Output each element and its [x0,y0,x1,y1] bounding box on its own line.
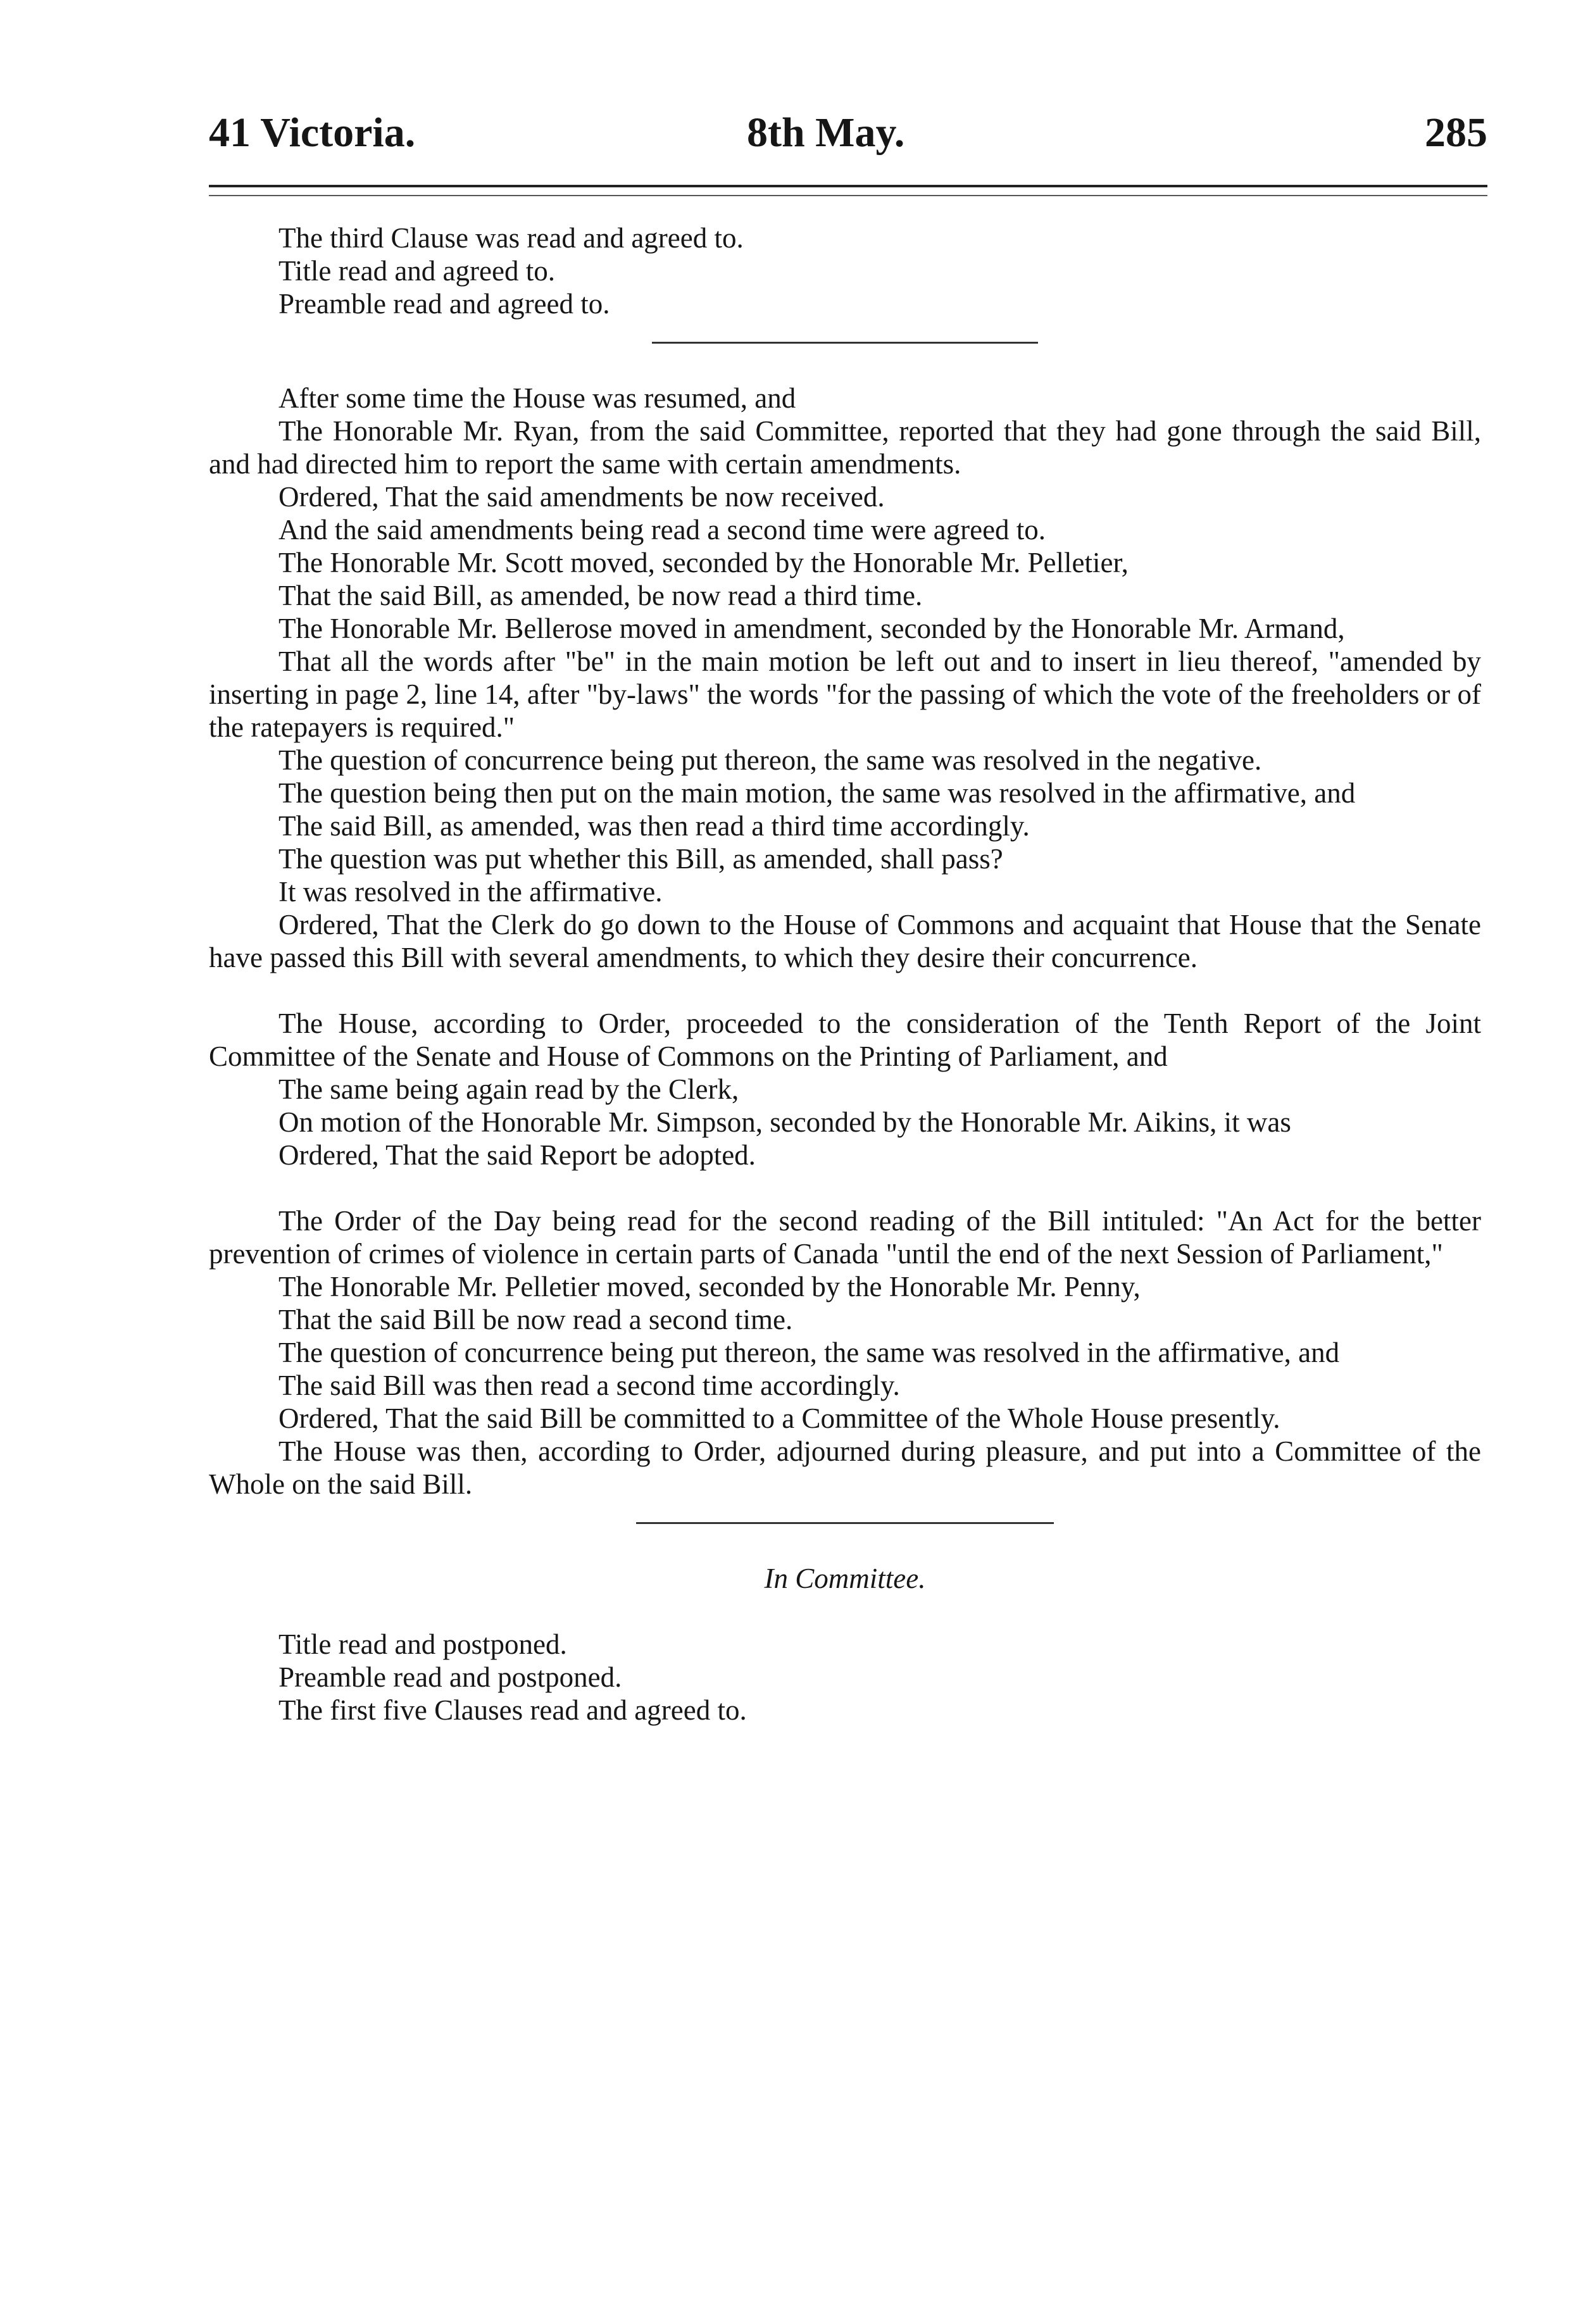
header-date: 8th May. [747,109,905,156]
journal-paragraph: Preamble read and agreed to. [278,288,610,320]
section-divider [652,342,1038,344]
journal-paragraph: On motion of the Honorable Mr. Simpson, seconded by the Honorable Mr. Aikins, it was [278,1106,1291,1138]
journal-paragraph: Ordered, That the said Bill be committed to a Committee of the Whole House presently. [278,1403,1280,1434]
journal-paragraph: Title read and postponed. [278,1628,567,1660]
journal-paragraph: And the said amendments being read a second time were agreed to. [278,514,1046,546]
journal-paragraph: That all the words after "be" in the main motion be left out and to insert in lieu thereof, "amended by inserting in page 2, line 14, after "by-laws" the words "for the passing of which the vote of the freeholders or of the ratepayers is required." [209,646,1481,743]
page-number: 285 [1425,109,1487,156]
journal-paragraph: The Honorable Mr. Pelletier moved, seconded by the Honorable Mr. Penny, [278,1271,1141,1303]
journal-paragraph: Title read and agreed to. [278,255,555,287]
journal-paragraph: The Honorable Mr. Ryan, from the said Committee, reported that they had gone through the said Bill, and had directed him to report the same with certain amendments. [209,415,1481,480]
journal-paragraph: Ordered, That the Clerk do go down to the House of Commons and acquaint that House that the Senate have passed this Bill with several amendments, to which they desire their concurrence. [209,909,1481,973]
journal-paragraph: The Order of the Day being read for the second reading of the Bill intituled: "An Act for the better prevention of crimes of violence in certain parts of Canada "until the end of the next Session of Parliament," [209,1205,1481,1270]
journal-paragraph: The question of concurrence being put thereon, the same was resolved in the affirmative, and [278,1337,1340,1368]
header-double-rule [209,185,1487,196]
journal-paragraph: The House was then, according to Order, adjourned during pleasure, and put into a Committee of the Whole on the said Bill. [209,1435,1481,1500]
journal-paragraph: The first five Clauses read and agreed to. [278,1694,747,1726]
paragraph-gap [209,974,1481,1007]
journal-paragraph: The third Clause was read and agreed to. [278,222,744,254]
journal-body [209,222,1481,1727]
journal-paragraph: The Honorable Mr. Bellerose moved in amendment, seconded by the Honorable Mr. Armand, [278,613,1345,644]
header-regnal-year: 41 Victoria. [209,109,416,156]
journal-paragraph: The same being again read by the Clerk, [278,1073,739,1105]
paragraph-gap [209,1595,1481,1628]
journal-paragraph: That the said Bill be now read a second time. [278,1304,793,1335]
journal-paragraph: Ordered, That the said Report be adopted. [278,1139,756,1171]
section-heading-in-committee: In Committee. [764,1563,926,1594]
journal-paragraph: It was resolved in the affirmative. [278,876,663,908]
journal-paragraph: The Honorable Mr. Scott moved, seconded by the Honorable Mr. Pelletier, [278,547,1129,578]
journal-paragraph: Preamble read and postponed. [278,1661,622,1693]
journal-paragraph: That the said Bill, as amended, be now read a third time. [278,580,923,611]
journal-paragraph: The question was put whether this Bill, as amended, shall pass? [278,843,1003,875]
journal-paragraph: The said Bill was then read a second time accordingly. [278,1370,900,1401]
journal-paragraph: The House, according to Order, proceeded to the consideration of the Tenth Report of the Joint Committee of the Senate and House of Commons on the Printing of Parliament, and [209,1008,1481,1072]
page-header [209,109,1487,172]
journal-paragraph: Ordered, That the said amendments be now received. [278,481,885,513]
paragraph-gap [209,1171,1481,1204]
journal-paragraph: The question of concurrence being put thereon, the same was resolved in the negative. [278,744,1262,776]
journal-paragraph: After some time the House was resumed, and [278,382,796,414]
journal-paragraph: The question being then put on the main motion, the same was resolved in the affirmative, and [278,777,1356,809]
journal-paragraph: The said Bill, as amended, was then read a third time accordingly. [278,810,1030,842]
section-divider [636,1522,1054,1524]
